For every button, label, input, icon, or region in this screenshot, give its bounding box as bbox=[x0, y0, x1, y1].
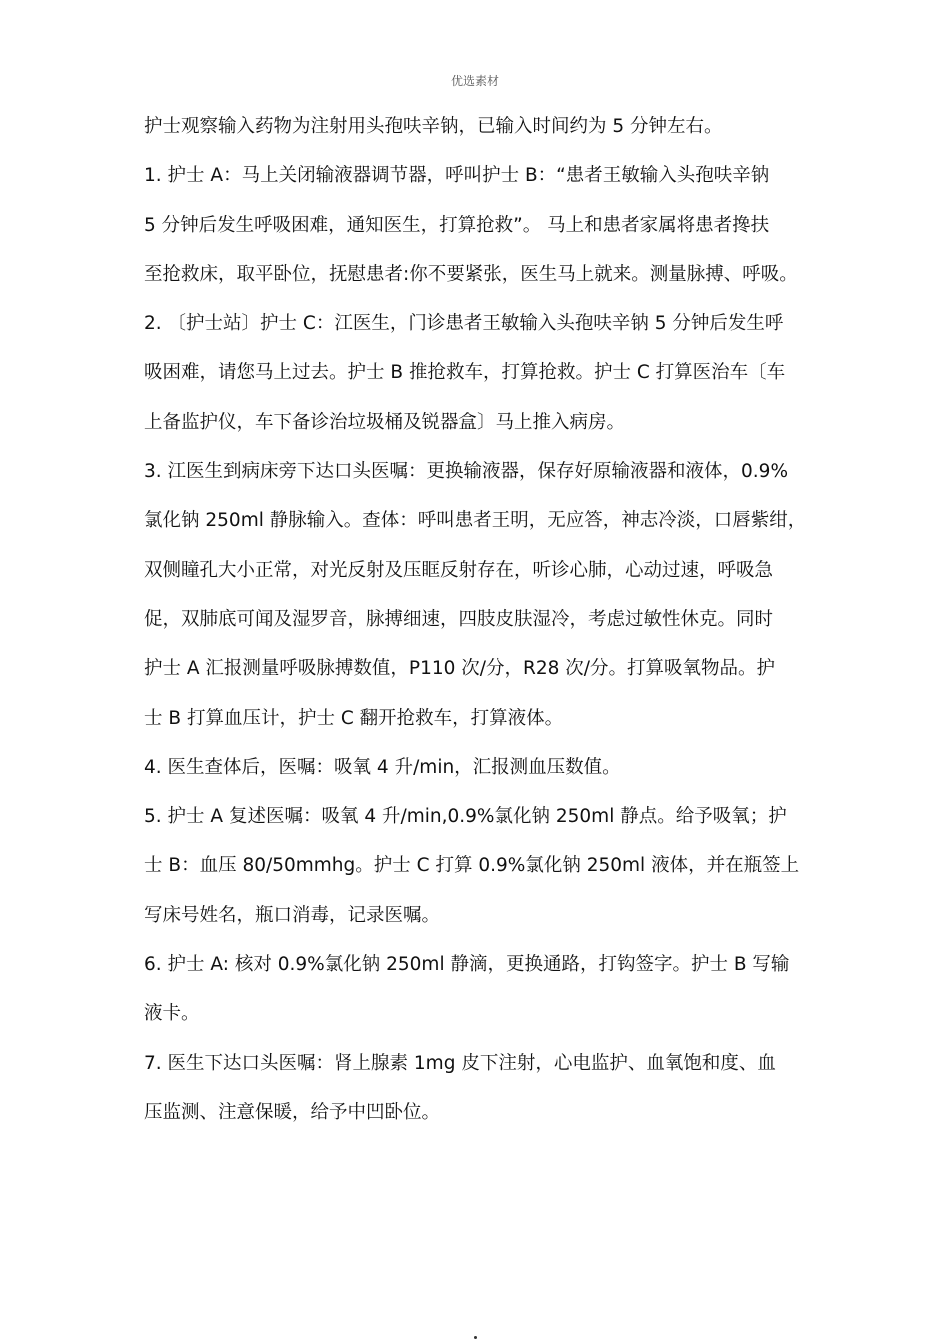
page-header: 优选素材 bbox=[450, 74, 499, 88]
text-line: 双侧瞳孔大小正常，对光反射及压眶反射存在，听诊心肺，心动过速，呼吸急 bbox=[144, 559, 774, 581]
text-line: 7. 医生下达口头医嘱：肾上腺素 1mg 皮下注射，心电监护、血氧饱和度、血 bbox=[144, 1052, 776, 1074]
document-body bbox=[144, 110, 834, 1145]
text-line: 5 分钟后发生呼吸困难，通知医生，打算抢救”。 马上和患者家属将患者搀扶 bbox=[144, 214, 770, 236]
text-line: 护士观察输入药物为注射用头孢呋辛钠，已输入时间约为 5 分钟左右。 bbox=[144, 116, 723, 137]
text-line: 士 B 打算血压计，护士 C 翻开抢救车，打算液体。 bbox=[144, 707, 564, 729]
text-line: 压监测、注意保暖，给予中凹卧位。 bbox=[144, 1101, 441, 1123]
text-line: 至抢救床，取平卧位，抚慰患者:你不要紧张，医生马上就来。测量脉搏、呼吸。 bbox=[144, 263, 798, 285]
text-line: 液卡。 bbox=[144, 1003, 200, 1025]
text-line: 写床号姓名，瓶口消毒，记录医嘱。 bbox=[144, 904, 441, 926]
page-footer-dot bbox=[474, 1336, 477, 1339]
text-line: 4. 医生查体后，医嘱：吸氧 4 升/min，汇报测血压数值。 bbox=[144, 756, 621, 778]
text-line: 5. 护士 A 复述医嘱：吸氧 4 升/min,0.9%氯化钠 250ml 静点。给予吸氧；护 bbox=[144, 806, 787, 828]
text-line: 氯化钠 250ml 静脉输入。查体：呼叫患者王明，无应答，神志冷淡，口唇紫绀， bbox=[144, 510, 807, 532]
text-line: 吸困难，请您马上过去。护士 B 推抢救车，打算抢救。护士 C 打算医治车〔车 bbox=[144, 362, 786, 384]
text-line: 1. 护士 A：马上关闭输液器调节器，呼叫护士 B：“患者王敏输入头孢呋辛钠 bbox=[144, 165, 770, 187]
text-line: 3. 江医生到病床旁下达口头医嘱：更换输液器，保存好原输液器和液体，0.9% bbox=[144, 461, 789, 483]
text-line: 士 B：血压 80/50mmhg。护士 C 打算 0.9%氯化钠 250ml 液体，并在瓶签上 bbox=[144, 855, 800, 877]
text-line: 促，双肺底可闻及湿罗音，脉搏细速，四肢皮肤湿冷，考虑过敏性休克。同时 bbox=[144, 608, 774, 630]
text-line: 上备监护仪，车下备诊治垃圾桶及锐器盒〕马上推入病房。 bbox=[144, 411, 626, 433]
text-line: 6. 护士 A: 核对 0.9%氯化钠 250ml 静滴，更换通路，打钩签字。护士 B 写输 bbox=[144, 954, 790, 976]
text-line: 2. 〔护士站〕护士 C：江医生，门诊患者王敏输入头孢呋辛钠 5 分钟后发生呼 bbox=[144, 313, 784, 335]
text-line: 护士 A 汇报测量呼吸脉搏数值，P110 次/分，R28 次/分。打算吸氧物品。护 bbox=[144, 658, 776, 680]
